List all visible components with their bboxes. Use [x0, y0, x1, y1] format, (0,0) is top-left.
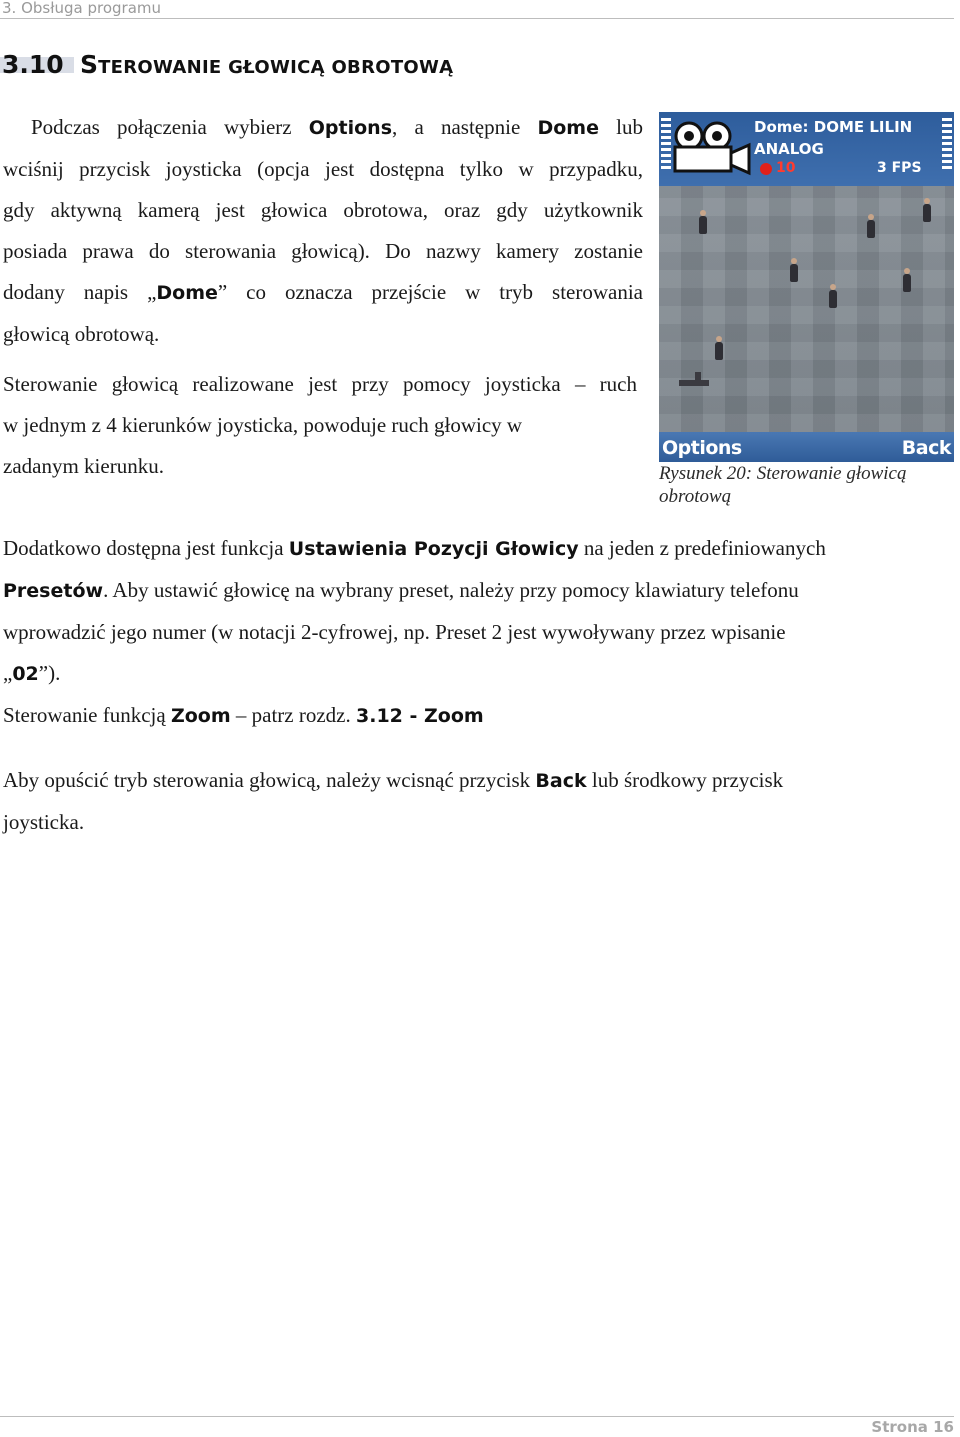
zoom-section-link[interactable]: 3.12 - Zoom	[356, 705, 484, 727]
running-footer	[0, 1416, 954, 1437]
pedestrian	[699, 216, 707, 234]
head-position-keyword: Ustawienia Pozycji Głowicy	[288, 538, 579, 560]
options-keyword: Options	[308, 117, 393, 139]
intro-line-2: wciśnij przycisk joysticka (opcja jest dostępna tylko w przypadku,	[3, 157, 643, 181]
steering-line-2: w jednym z 4 kierunków joysticka, powoduje ruch głowicy w	[3, 413, 523, 437]
intro-line-6: głowicą obrotową.	[3, 322, 160, 346]
preset-example-keyword: 02	[12, 663, 39, 685]
pedestrian	[867, 220, 875, 238]
heading-title: TEROWANIE GŁOWICĄ OBROTOWĄ	[98, 57, 454, 78]
presets-paragraph	[3, 528, 953, 737]
presets-keyword: Presetów	[3, 580, 104, 602]
presets-text: Dodatkowo dostępna jest funkcja	[3, 536, 289, 560]
intro-text: lub	[598, 115, 644, 139]
pedestrian	[829, 290, 837, 308]
heading-number: 3.10	[2, 50, 64, 79]
camera-mode: ANALOG	[754, 140, 824, 158]
exit-line-2: joysticka.	[3, 810, 85, 834]
record-count: 10	[776, 160, 796, 176]
zoom-keyword: Zoom	[170, 705, 231, 727]
phone-screenshot	[659, 112, 954, 462]
video-camera-icon	[669, 120, 753, 176]
figure-caption: Rysunek 20: Sterowanie głowicą obrotową	[659, 463, 907, 507]
steering-line-1: Sterowanie głowicą realizowane jest przy pomocy joysticka – ruch	[3, 372, 637, 396]
pedestrian	[715, 342, 723, 360]
intro-line-3: gdy aktywną kamerą jest głowica obrotowa, oraz gdy użytkownik	[3, 198, 643, 222]
pedestrian	[923, 204, 931, 222]
presets-line-4	[3, 653, 953, 695]
exit-line-1	[3, 760, 953, 802]
options-soft-key[interactable]: Options	[662, 437, 742, 459]
presets-text: „	[3, 661, 13, 685]
exit-text: Aby opuścić tryb sterowania głowicą, należy wcisnąć przycisk	[3, 768, 536, 792]
back-keyword: Back	[535, 770, 587, 792]
intro-line-1	[3, 107, 643, 149]
intro-text: dodany napis „	[3, 280, 157, 304]
frame-rate: 3 FPS	[877, 160, 922, 176]
running-header	[0, 0, 954, 19]
presets-line-1	[3, 528, 953, 570]
steering-paragraph	[3, 364, 637, 487]
intro-text: Podczas połączenia wybierz	[31, 115, 309, 139]
bench	[695, 372, 701, 384]
steering-line-3: zadanym kierunku.	[3, 454, 164, 478]
zoom-text: – patrz rozdz.	[230, 703, 356, 727]
presets-text: na jeden z predefiniowanych	[578, 536, 826, 560]
presets-text: . Aby ustawić głowicę na wybrany preset, należy przy pomocy klawiatury telefonu	[103, 578, 799, 602]
dome-keyword: Dome	[537, 117, 599, 139]
presets-text: ”).	[38, 661, 61, 685]
exit-paragraph	[3, 760, 953, 843]
section-heading	[2, 48, 453, 82]
pedestrian	[790, 264, 798, 282]
zoom-text: Sterowanie funkcją	[3, 703, 171, 727]
header-section: 3. Obsługa programu	[2, 0, 162, 17]
intro-paragraph	[3, 107, 643, 355]
presets-line-3: wprowadzić jego numer (w notacji 2-cyfrowej, np. Preset 2 jest wywoływany przez wpisanie	[3, 620, 786, 644]
camera-title: Dome: DOME LILIN	[754, 118, 913, 136]
presets-line-2	[3, 570, 953, 612]
page-number: Strona 16	[871, 1418, 954, 1436]
dome-keyword: Dome	[156, 282, 218, 304]
intro-line-4: posiada prawa do sterowania głowicą). Do nazwy kamery zostanie	[3, 239, 643, 263]
record-icon	[760, 163, 772, 175]
intro-text: ” co oznacza przejście w tryb sterowania	[217, 280, 643, 304]
zoom-reference-line	[3, 695, 953, 737]
exit-text: lub środkowy przycisk	[586, 768, 784, 792]
intro-text: , a następnie	[392, 115, 538, 139]
back-soft-key[interactable]: Back	[901, 437, 951, 459]
battery-icon	[942, 118, 952, 172]
bench	[679, 380, 709, 386]
pedestrian	[903, 274, 911, 292]
camera-view	[659, 186, 954, 432]
heading-first-letter: S	[80, 50, 99, 79]
intro-line-5	[3, 272, 643, 314]
